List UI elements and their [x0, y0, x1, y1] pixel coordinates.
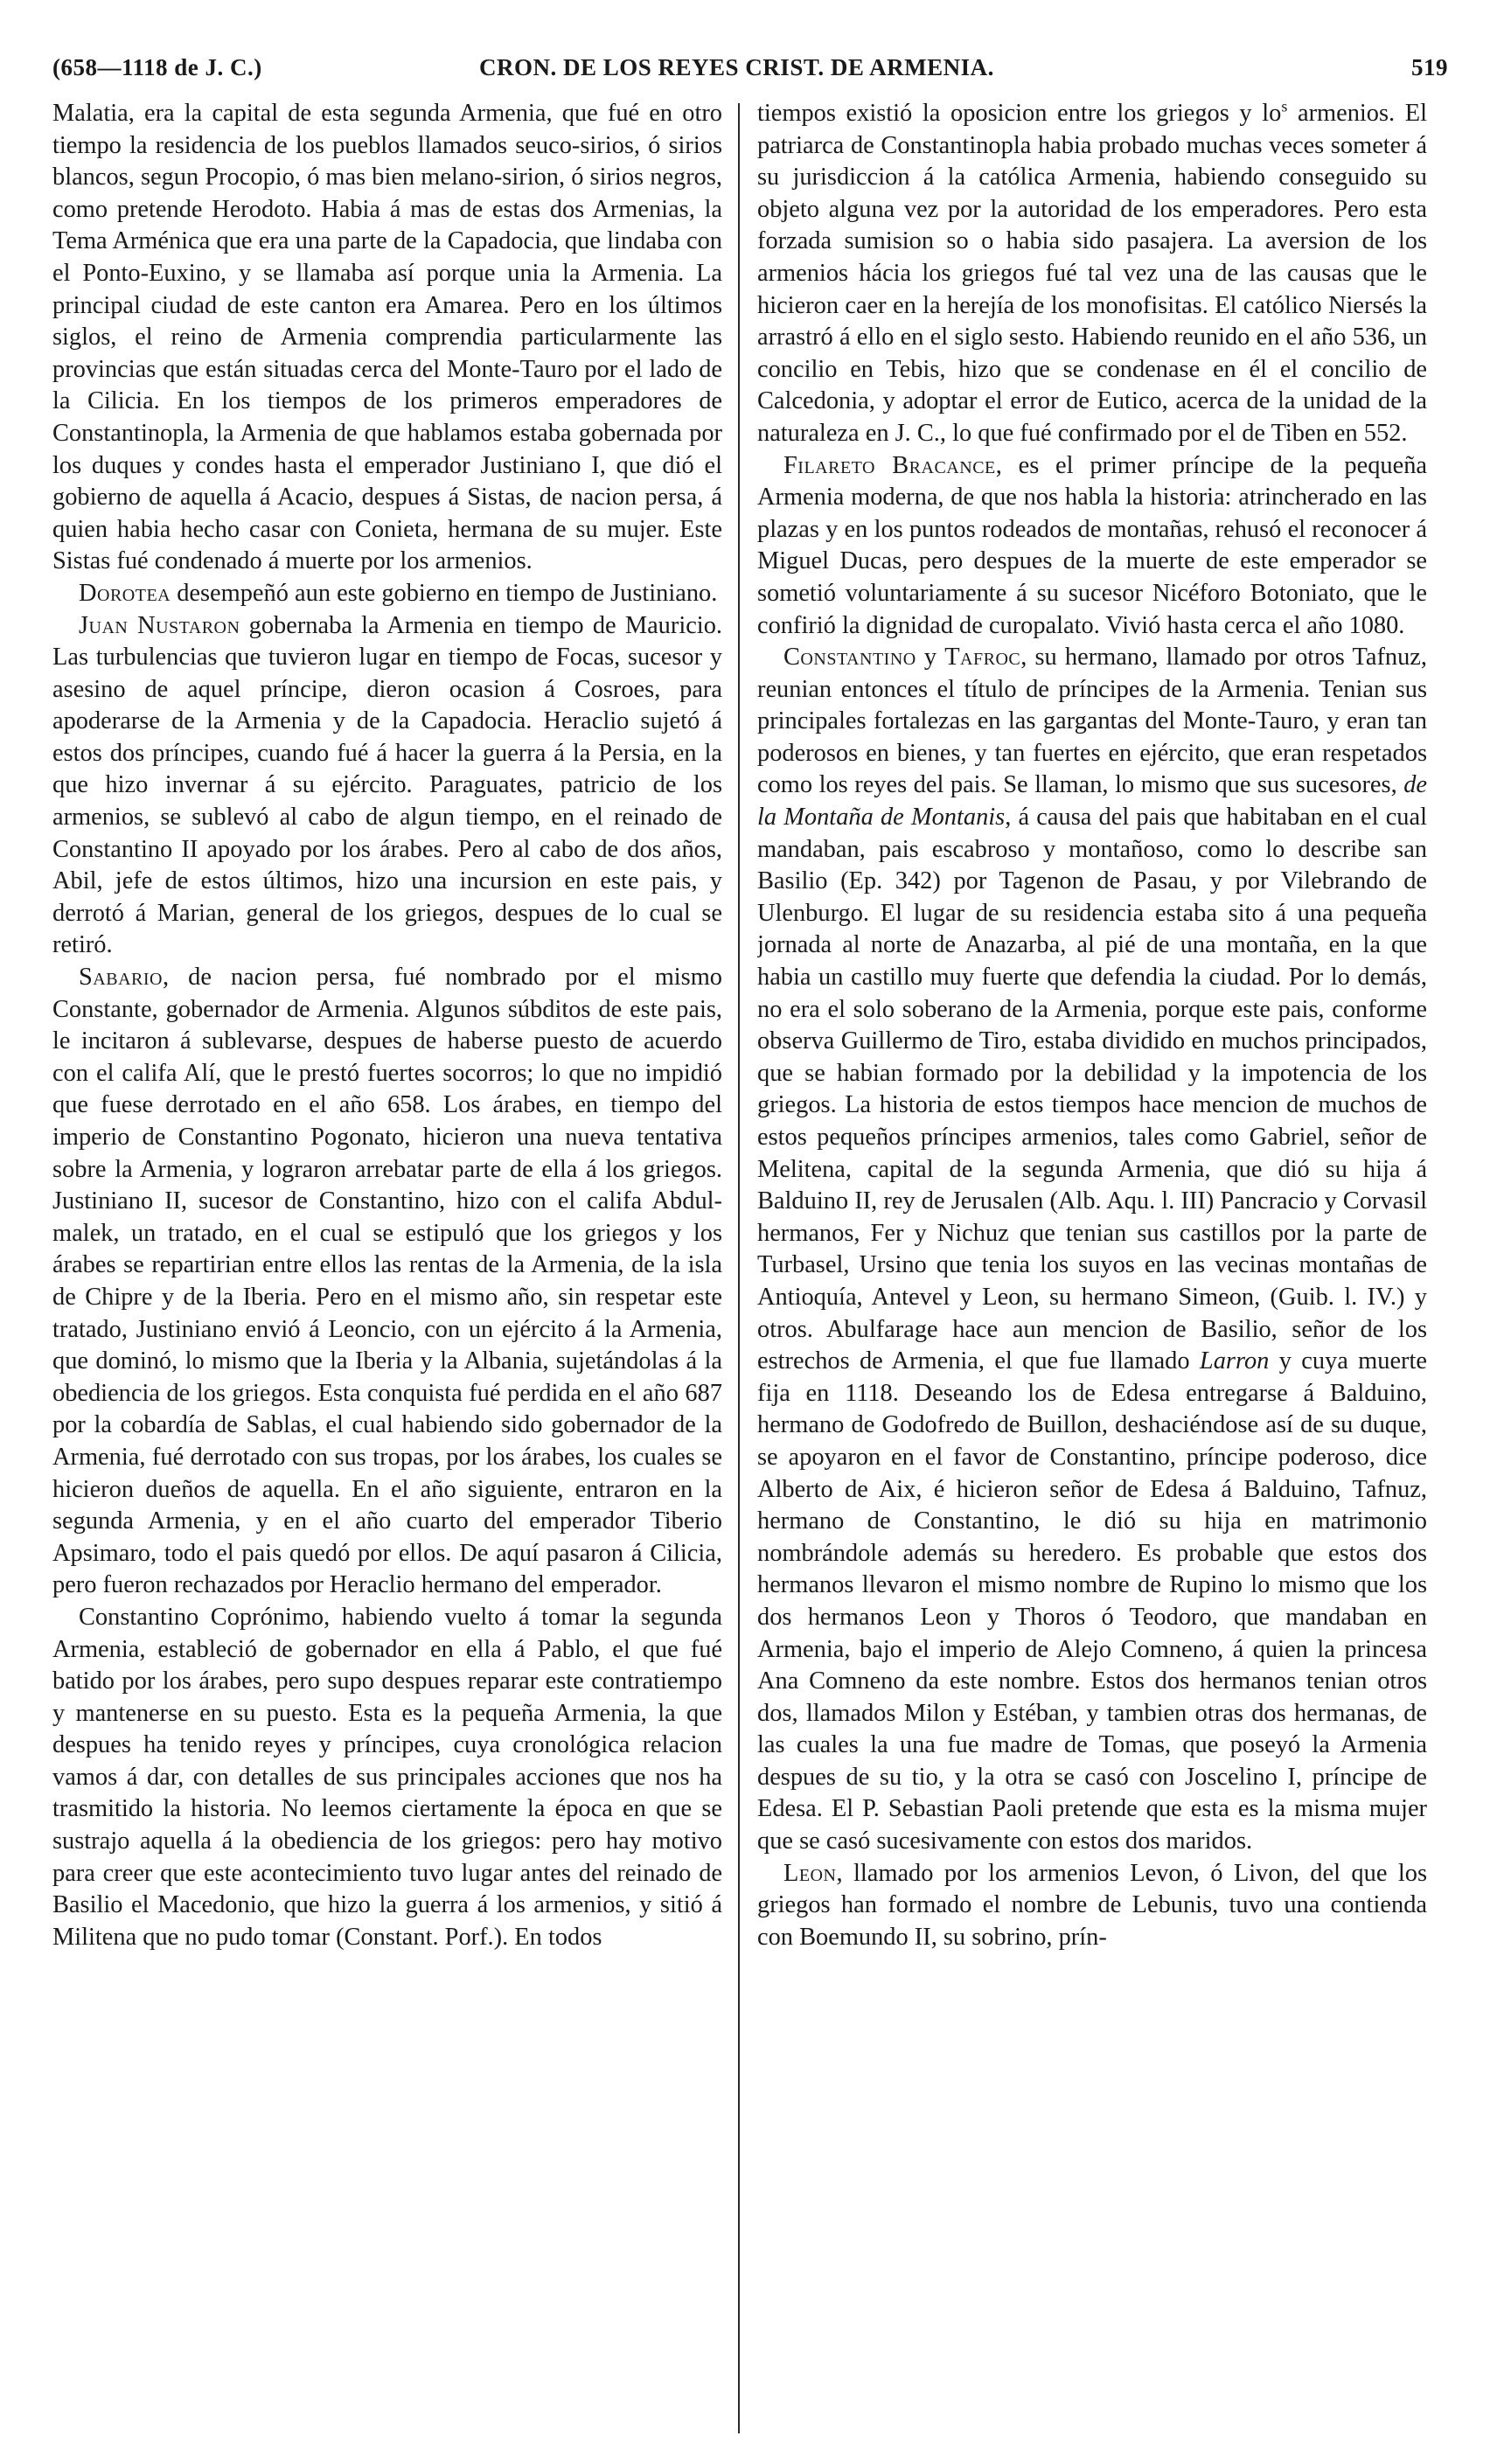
left-column: [52, 98, 722, 2441]
paragraph-juan-nustaron: [52, 610, 722, 963]
page-number: 519: [1411, 54, 1448, 80]
paragraph-constantino-copronimo: Constantino Coprónimo, habiendo vuelto á tomar la segunda Armenia, estableció de gobernador en ella á Pablo, el que fué batido por los árabes, pero supo despues reparar este contratiempo y mantenerse en su puesto. Esta es la pequeña Armenia, la que despues ha tenido reyes y príncipes, cuya cronológica relacion vamos á dar, con detalles de sus principales acciones que nos ha trasmitido la historia. No leemos ciertamente la época en que se sustrajo aquella á la obediencia de los griegos: pero hay motivo para creer que este acontecimiento tuvo lugar antes del reinado de Basilio el Macedonio, que hizo la guerra á los armenios, y sitió á Militena que no pudo tomar (Constant. Porf.). En todos: [52, 1603, 722, 1951]
column-divider: [738, 103, 740, 2433]
paragraph-text: , de nacion persa, fué nombrado por el mismo Constante, gobernador de Armenia. Algunos súbditos de este pais, le incitaron á sublevarse, despues de haberse puesto de acuerdo con el califa Alí, que le prestó fuertes socorros; lo que no impidió que fuese derrotado en el año 658. Los árabes, en tiempo del imperio de Constantino Pogonato, hicieron una nueva tentativa sobre la Armenia, y lograron arrebatar parte de ella á los griegos. Justiniano II, sucesor de Constantino, hizo con el califa Abdul-malek, un tratado, en el cual se estipuló que los griegos y los árabes se repartirian entre ellos las rentas de la Armenia, de la isla de Chipre y de la Iberia. Pero en el mismo año, sin respetar este tratado, Justiniano envió á Leoncio, con un ejército á la Armenia, que dominó, lo mismo que la Iberia y la Albania, sujetándolas á la obediencia de los griegos. Esta conquista fué perdida en el año 687 por la cobardía de Sablas, el cual habiendo sido gobernador de la Armenia, fué derrotado con sus tropas, por los árabes, los cuales se hicieron dueños de aquella. En el año siguiente, entraron en la segunda Armenia, y en el año cuarto del emperador Tiberio Apsimaro, todo el pais quedó por ellos. De aquí pasaron á Cilicia, pero fueron rechazados por Heraclio hermano del emperador.: [52, 964, 722, 1599]
paragraph-text: gobernaba la Armenia en tiempo de Mauricio. Las turbulencias que tuvieron lugar en tiempo de Focas, sucesor y asesino de aquel príncipe, dieron ocasion á Cosroes, para apoderarse de la Armenia y de la Capadocia. Heraclio sujetó á estos dos príncipes, cuando fué á hacer la guerra á la Persia, en la que hizo invernar á su ejército. Paraguates, patricio de los armenios, se sublevó al cabo de algun tiempo, en el reinado de Constantino II apoyado por los árabes. Pero al cabo de dos años, Abil, jefe de estos últimos, hizo una incursion en este pais, y derrotó á Marian, general de los griegos, despues de lo cual se retiró.: [52, 611, 722, 959]
paragraph-text: , su hermano, llamado por otros Tafnuz, reunian entonces el título de príncipes de la Armenia. Tenian sus principales fortalezas en las gargantas del Monte-Tauro, y eran tan poderosos en bienes, y tan fuertes en ejército, que eran respetados como los reyes del pais. Se llaman, lo mismo que sus sucesores,: [757, 644, 1427, 799]
paragraph-dorotea: [52, 578, 722, 610]
paragraph-text: desempeñó aun este gobierno en tiempo de Justiniano.: [171, 579, 718, 607]
paragraph-filareto: [757, 450, 1427, 643]
ruler-name-juan-nustaron: Juan Nustaron: [79, 611, 240, 639]
paragraph-text: y cuya muerte fija en 1118. Deseando los de Edesa entregarse á Balduino, hermano de Godofredo de Buillon, deshaciéndose así de su duque, se apoyaron en el favor de Constantino, príncipe poderoso, dice Alberto de Aix, é hicieron señor de Edesa á Balduino, Tafnuz, hermano de Constantino, le dió su hija en matrimonio nombrándole además su heredero. Es probable que estos dos hermanos llevaron el mismo nombre de Rupino lo mismo que los dos hermanos Leon y Thoros ó Teodoro, que mandaban en Armenia, bajo el imperio de Alejo Comneno, á quien la princesa Ana Comneno da este nombre. Estos dos hermanos tenian otros dos, llamados Milon y Estéban, y tambien otras dos hermanas, de las cuales la una fue madre de Tomas, que poseyó la Armenia despues de su tio, y la otra se casó con Joscelino I, príncipe de Edesa. El P. Sebastian Paoli pretende que esta es la misma mujer que se casó sucesivamente con estos dos maridos.: [757, 1347, 1427, 1855]
paragraph-text: tiempos existió la oposicion entre los griegos y lo: [757, 100, 1282, 127]
ruler-name-constantino: Constantino: [783, 644, 916, 672]
paragraph-text: , llamado por los armenios Levon, ó Livon, del que los griegos han formado el nombre de Lebunis, tuvo una contienda con Boemundo II, su sobrino, prín-: [757, 1859, 1427, 1951]
paragraph-constantino-tafroc: [757, 642, 1427, 1858]
ruler-name-tafroc: Tafroc: [944, 644, 1021, 672]
ruler-name-leon: Leon: [783, 1859, 837, 1887]
paragraph-leon: [757, 1858, 1427, 1954]
paragraph-text: , es el primer príncipe de la pequeña Armenia moderna, de que nos habla la historia: atrincherado en las plazas y en los puntos rodeados de montañas, rehusó el reconocer á Miguel Ducas, pero despues de la muerte de este emperador se sometió voluntariamente á su sucesor Nicéforo Botoniato, que le confirió la dignidad de curopalato. Vivió hasta cerca el año 1080.: [757, 451, 1427, 639]
paragraph-malatia: Malatia, era la capital de esta segunda Armenia, que fué en otro tiempo la residencia de los pueblos llamados seuco-sirios, ó sirios blancos, segun Procopio, ó mas bien melano-sirion, ó sirios negros, como pretende Herodoto. Habia á mas de estas dos Armenias, la Tema Arménica que era una parte de la Capadocia, que lindaba con el Ponto-Euxino, y se llamaba así porque unia la Armenia. La principal ciudad de este canton era Amarea. Pero en los últimos siglos, el reino de Armenia comprendia particularmente las provincias que están situadas cerca del Monte-Tauro por el lado de la Cilicia. En los tiempos de los primeros emperadores de Constantinopla, la Armenia de que hablamos estaba gobernada por los duques y condes hasta el emperador Justiniano I, que dió el gobierno de aquella á Acacio, despues á Sistas, de nacion persa, á quien habia hecho casar con Conieta, hermana de su mujer. Este Sistas fué condenado á muerte por los armenios.: [52, 100, 722, 575]
superscript-s: s: [1281, 98, 1288, 115]
paragraph-text: , á causa del pais que habitaban en el cual mandaban, pais escabroso y montañoso, como lo describe san Basilio (Ep. 342) por Tagenon de Pasau, y por Vilebrando de Ulenburgo. El lugar de su residencia estaba sito á una pequeña jornada al norte de Anazarba, al pié de una montaña, en la que habia un castillo muy fuerte que defendia la ciudad. Por lo demás, no era el solo soberano de la Armenia, porque este pais, conforme observa Guillermo de Tiro, estaba dividido en muchos principados, que se habian formado por la debilidad y la impotencia de los griegos. La historia de estos tiempos hace mencion de muchos de estos pequeños príncipes armenios, tales como Gabriel, señor de Melitena, capital de la segunda Armenia, que dió su hija á Balduino II, rey de Jerusalen (Alb. Aqu. l. III) Pancracio y Corvasil hermanos, Fer y Nichuz que tenian sus castillos por la parte de Turbasel, Ursino que tenia los suyos en las vecinas montañas de Antioquía, Antevel y Leon, su hermano Simeon, (Guib. l. IV.) y otros. Abulfarage hace aun mencion de Basilio, señor de los estrechos de Armenia, el que fue llamado: [757, 804, 1427, 1375]
italic-phrase: de la Montaña de Montanis: [757, 771, 1427, 832]
running-head: [52, 54, 1452, 89]
date-range-header: (658—1118 de J. C.): [52, 54, 262, 80]
ruler-name-dorotea: Dorotea: [79, 579, 171, 607]
paragraph-oposicion: [757, 98, 1427, 450]
italic-name-larron: Larron: [1199, 1347, 1270, 1375]
paragraph-sabario: [52, 962, 722, 1602]
right-column: [757, 98, 1427, 2441]
chapter-title-header: CRON. DE LOS REYES CRIST. DE ARMENIA.: [479, 54, 994, 80]
paragraph-text: armenios. El patriarca de Constantinopla habia probado muchas veces someter á su jurisdiccion á la católica Armenia, habiendo conseguido su objeto alguna vez por la autoridad de los emperadores. Pero esta forzada sumision so o habia sido pasajera. La aversion de los armenios hácia los griegos fué tal vez una de las causas que le hicieron caer en la herejía de los monofisitas. El católico Niersés la arrastró á ello en el siglo sesto. Habiendo reunido en el año 536, un concilio en Tebis, hizo que se condenase en él el concilio de Calcedonia, y adoptar el error de Eutico, acerca de la unidad de la naturaleza en J. C., lo que fué confirmado por el de Tiben en 552.: [757, 100, 1427, 447]
conjunction: y: [916, 644, 945, 672]
ruler-name-sabario: Sabario: [79, 964, 163, 992]
ruler-name-filareto-bracance: Filareto Bracance: [783, 451, 996, 479]
